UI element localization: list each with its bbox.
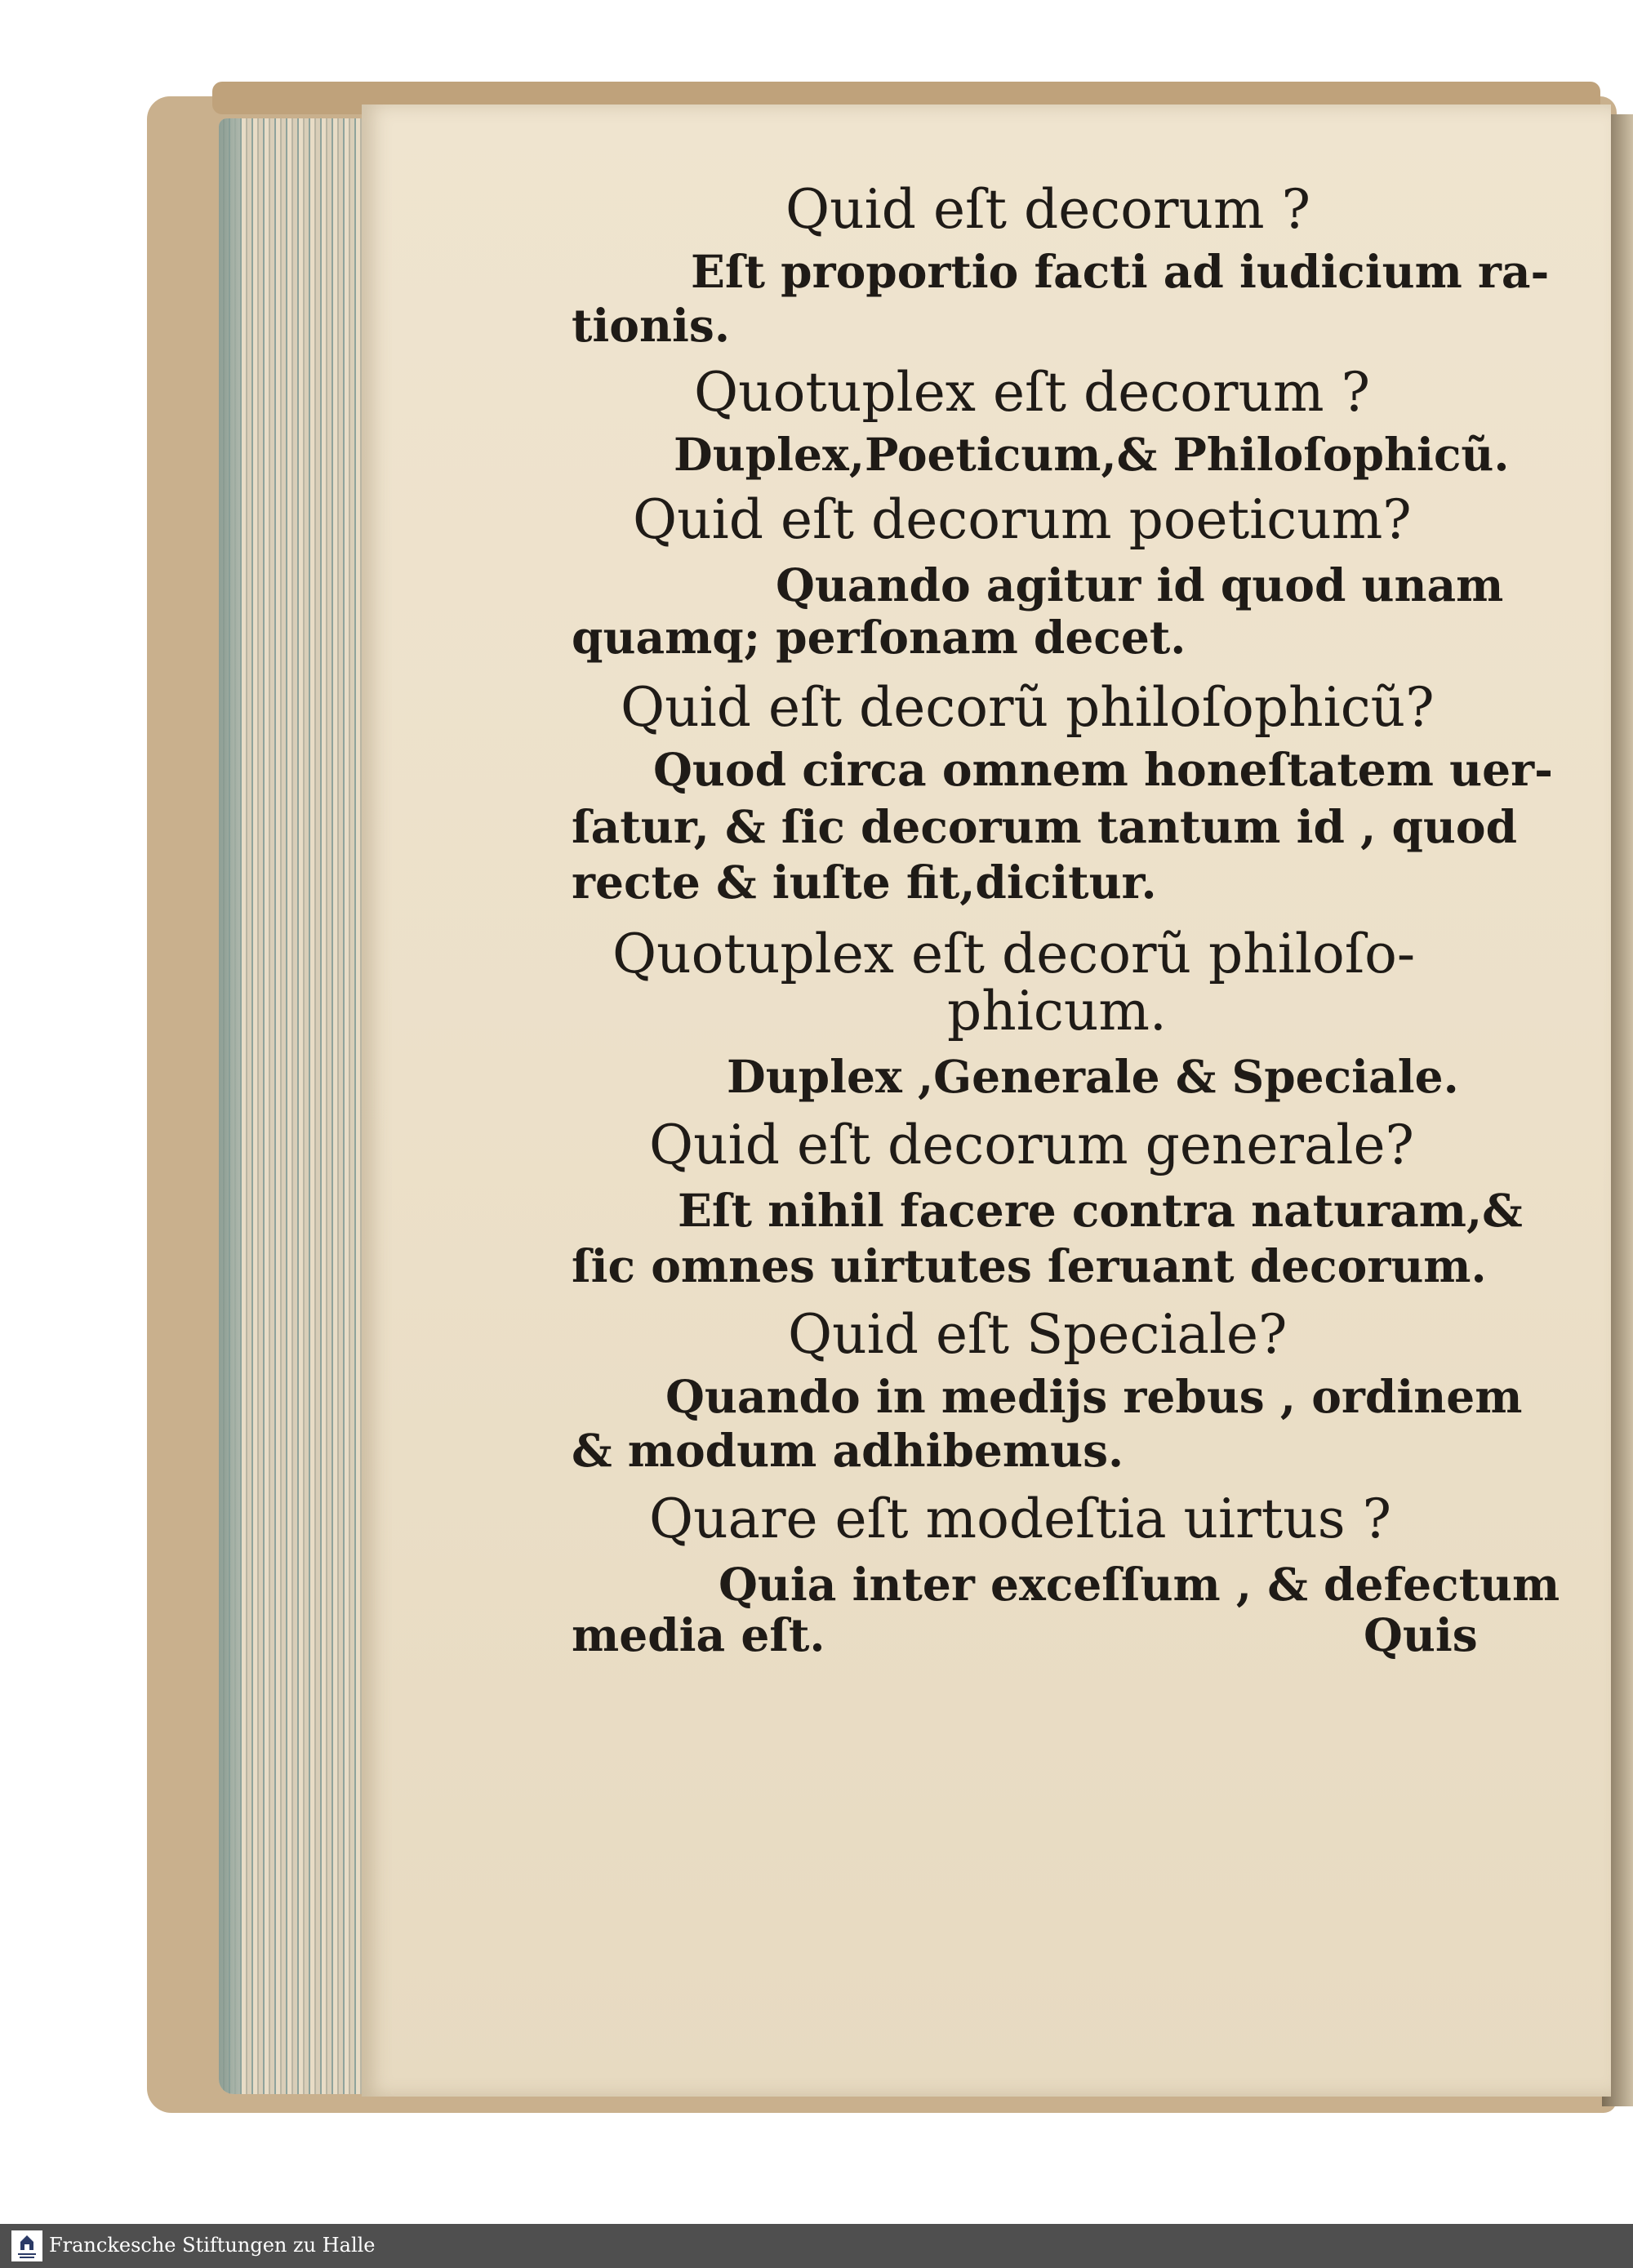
answer-line: ſic omnes uirtutes ſeruant decorum.	[572, 1239, 1487, 1292]
answer-line: Eſt proportio facti ad iudicium ra-	[691, 245, 1550, 298]
answer-line: Quia inter exceſſum , & defectum	[719, 1558, 1560, 1611]
answer-line: recte & iuſte fit,dicitur.	[572, 856, 1157, 909]
answer-line: quamq; perſonam decet.	[572, 611, 1186, 664]
question-line: Quid eſt decorum ?	[785, 178, 1310, 241]
page-text	[572, 176, 1560, 1733]
answer-line: Quando agitur id quod unam	[776, 558, 1504, 611]
question-line: Quare eſt modeſtia uirtus ?	[649, 1488, 1391, 1550]
question-line: phicum.	[947, 980, 1167, 1043]
answer-line: Duplex ,Generale & Speciale.	[727, 1050, 1459, 1103]
catchword: Quis	[1364, 1608, 1478, 1661]
page-edges	[219, 118, 362, 2094]
institution-logo-icon	[11, 2230, 42, 2261]
question-line: Quid eſt decorum generale?	[649, 1114, 1414, 1176]
answer-line: Eſt nihil facere contra naturam,&	[678, 1184, 1523, 1237]
answer-line: media eſt.	[572, 1608, 825, 1661]
page-edges-shadow	[219, 118, 240, 2094]
footer-bar	[0, 2224, 1633, 2268]
answer-line: ſatur, & ſic decorum tantum id , quod	[572, 800, 1518, 853]
answer-line: Quando in medijs rebus , ordinem	[665, 1370, 1523, 1423]
question-line: Quotuplex eſt decorum ?	[694, 361, 1370, 424]
question-line: Quid eſt Speciale?	[788, 1303, 1288, 1366]
answer-line: Quod circa omnem honeſtatem uer-	[653, 743, 1553, 796]
question-line: Quid eſt decorũ philoſophicũ?	[621, 676, 1435, 739]
answer-line: Duplex,Poeticum,& Philoſophicũ.	[674, 428, 1510, 481]
question-line: Quid eſt decorum poeticum?	[633, 488, 1412, 551]
answer-line: tionis.	[572, 299, 730, 352]
question-line: Quotuplex eſt decorũ philoſo-	[612, 923, 1416, 985]
answer-line: & modum adhibemus.	[572, 1424, 1124, 1477]
institution-name: Franckesche Stiftungen zu Halle	[49, 2234, 376, 2257]
